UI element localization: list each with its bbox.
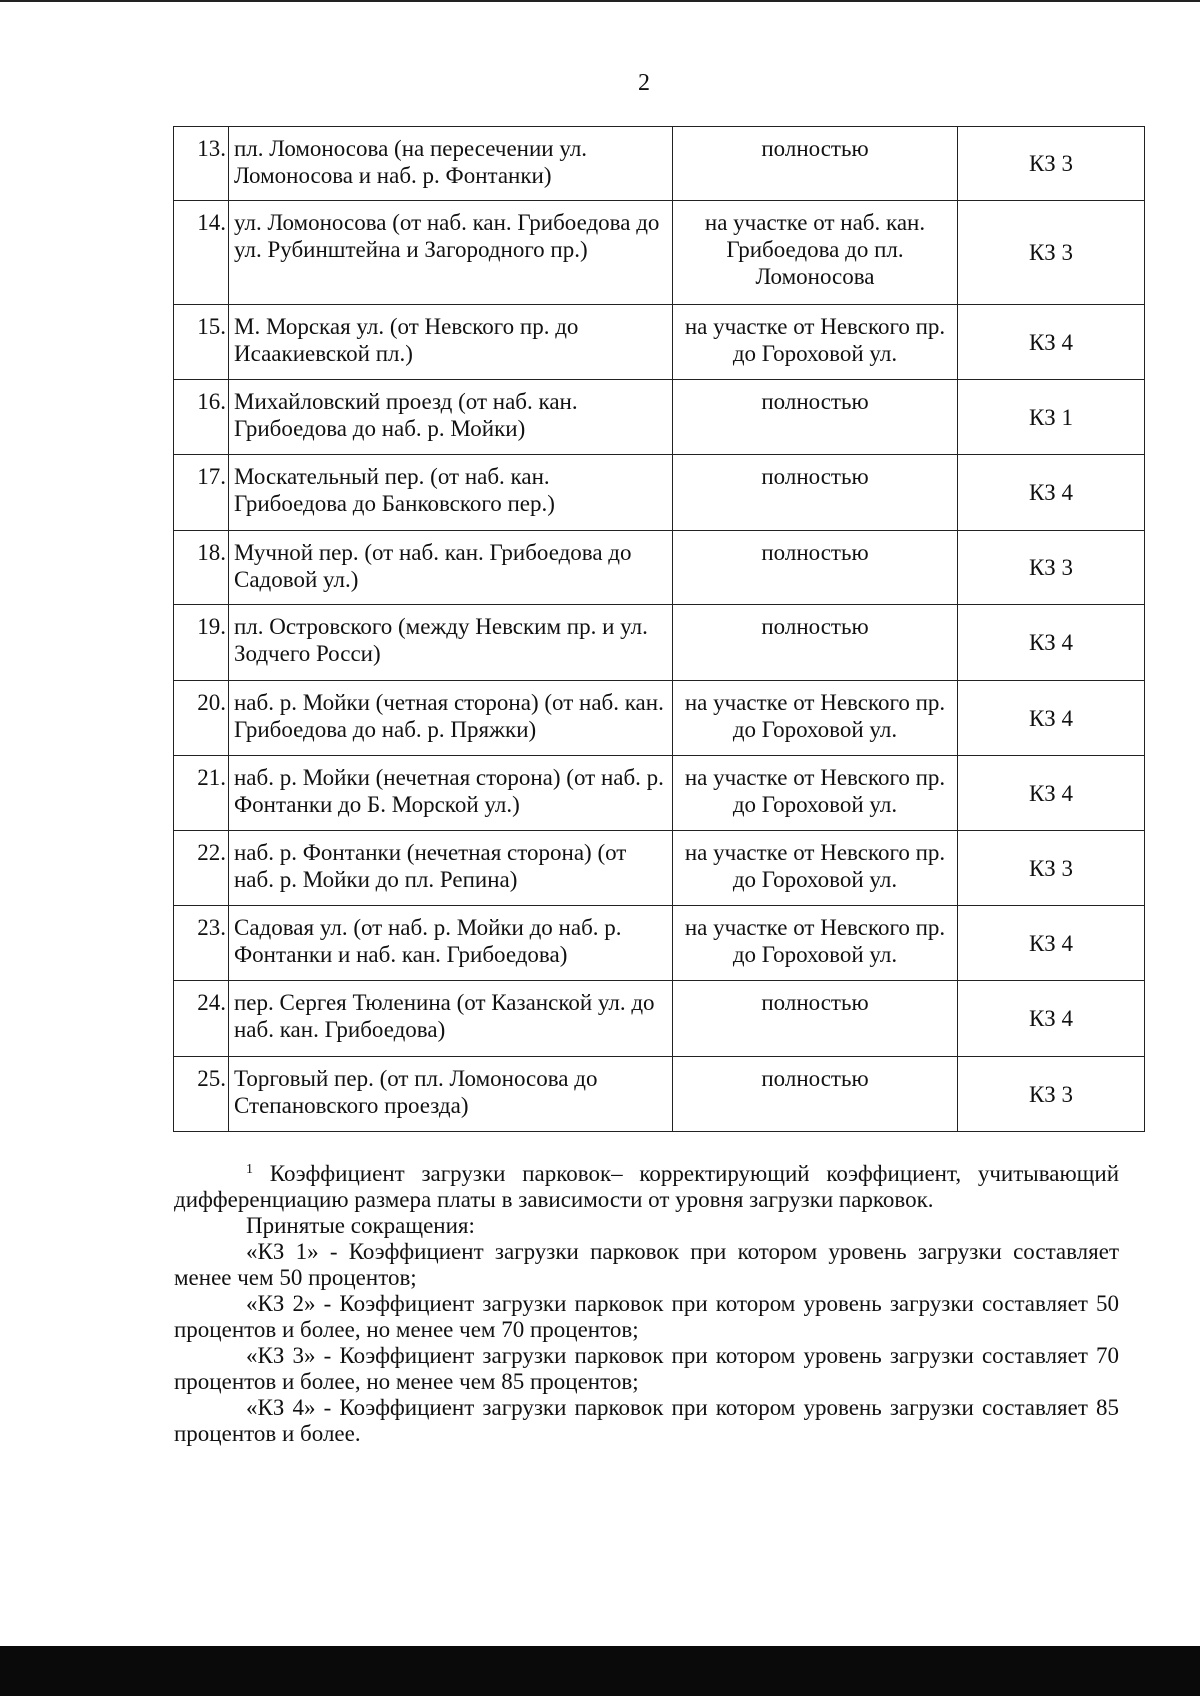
street-section: на участке от Невского пр. до Гороховой ул.	[673, 831, 958, 906]
row-number: 18.	[174, 531, 229, 605]
table-row	[174, 531, 1145, 605]
abbreviations-title: Принятые сокращения:	[246, 1213, 475, 1238]
load-coefficient: КЗ 4	[958, 455, 1145, 531]
street-name: Торговый пер. (от пл. Ломоносова до Степановского проезда)	[229, 1057, 673, 1132]
table-row	[174, 201, 1145, 305]
street-name: М. Морская ул. (от Невского пр. до Исаакиевской пл.)	[229, 305, 673, 380]
street-name: пл. Ломоносова (на пересечении ул. Ломоносова и наб. р. Фонтанки)	[229, 127, 673, 201]
row-number: 15.	[174, 305, 229, 380]
street-name: наб. р. Фонтанки (нечетная сторона) (от наб. р. Мойки до пл. Репина)	[229, 831, 673, 906]
street-name: пл. Островского (между Невским пр. и ул. Зодчего Росси)	[229, 605, 673, 681]
street-section: полностью	[673, 380, 958, 455]
street-name: Мучной пер. (от наб. кан. Грибоедова до Садовой ул.)	[229, 531, 673, 605]
street-section: на участке от Невского пр. до Гороховой ул.	[673, 305, 958, 380]
footnote-definition: $^1$ Коэффициент загрузки парковок– корректирующий коэффициент, учитывающий дифференциацию размера платы в зависимости от уровня загрузки парковок.	[174, 1161, 1120, 1212]
street-section: полностью	[673, 531, 958, 605]
footnotes	[174, 1161, 1119, 1447]
row-number: 22.	[174, 831, 229, 906]
street-name: Садовая ул. (от наб. р. Мойки до наб. р. Фонтанки и наб. кан. Грибоедова)	[229, 906, 673, 981]
load-coefficient: КЗ 3	[958, 1057, 1145, 1132]
table-row	[174, 981, 1145, 1057]
footnote-marker: 1	[246, 1162, 253, 1177]
load-coefficient: КЗ 4	[958, 906, 1145, 981]
row-number: 25.	[174, 1057, 229, 1132]
load-coefficient: КЗ 3	[958, 201, 1145, 305]
row-number: 24.	[174, 981, 229, 1057]
table-row	[174, 681, 1145, 756]
table-row	[174, 831, 1145, 906]
street-section: на участке от Невского пр. до Гороховой ул.	[673, 906, 958, 981]
load-coefficient: КЗ 1	[958, 380, 1145, 455]
row-number: 13.	[174, 127, 229, 201]
abbreviation-kz2: «КЗ 2» - Коэффициент загрузки парковок при котором уровень загрузки составляет 50 процентов и более, но менее чем 70 процентов;	[174, 1291, 1119, 1342]
load-coefficient: КЗ 4	[958, 605, 1145, 681]
street-name: ул. Ломоносова (от наб. кан. Грибоедова до ул. Рубинштейна и Загородного пр.)	[229, 201, 673, 305]
street-name: наб. р. Мойки (нечетная сторона) (от наб. р. Фонтанки до Б. Морской ул.)	[229, 756, 673, 831]
row-number: 21.	[174, 756, 229, 831]
abbreviation-kz3: «КЗ 3» - Коэффициент загрузки парковок при котором уровень загрузки составляет 70 процентов и более, но менее чем 85 процентов;	[174, 1343, 1119, 1394]
street-table	[173, 126, 1145, 1132]
load-coefficient: КЗ 4	[958, 981, 1145, 1057]
top-scan-edge	[0, 0, 1200, 2]
table-row	[174, 605, 1145, 681]
table-row	[174, 127, 1145, 201]
load-coefficient: КЗ 3	[958, 531, 1145, 605]
street-section: полностью	[673, 1057, 958, 1132]
street-section: на участке от Невского пр. до Гороховой ул.	[673, 681, 958, 756]
street-section: полностью	[673, 455, 958, 531]
row-number: 23.	[174, 906, 229, 981]
row-number: 19.	[174, 605, 229, 681]
table-row	[174, 305, 1145, 380]
street-name: наб. р. Мойки (четная сторона) (от наб. кан. Грибоедова до наб. р. Пряжки)	[229, 681, 673, 756]
table-row	[174, 380, 1145, 455]
load-coefficient: КЗ 3	[958, 831, 1145, 906]
row-number: 17.	[174, 455, 229, 531]
table-row	[174, 455, 1145, 531]
abbreviation-kz1: «КЗ 1» - Коэффициент загрузки парковок при котором уровень загрузки составляет менее чем 50 процентов;	[174, 1239, 1119, 1290]
row-number: 14.	[174, 201, 229, 305]
street-name: Москательный пер. (от наб. кан. Грибоедова до Банковского пер.)	[229, 455, 673, 531]
table-row	[174, 1057, 1145, 1132]
street-name: пер. Сергея Тюленина (от Казанской ул. до наб. кан. Грибоедова)	[229, 981, 673, 1057]
row-number: 16.	[174, 380, 229, 455]
page-number: 2	[638, 70, 650, 96]
table-row	[174, 906, 1145, 981]
bottom-scan-bar	[0, 1646, 1200, 1696]
load-coefficient: КЗ 4	[958, 681, 1145, 756]
street-section: на участке от Невского пр. до Гороховой ул.	[673, 756, 958, 831]
street-section: полностью	[673, 127, 958, 201]
row-number: 20.	[174, 681, 229, 756]
street-name: Михайловский проезд (от наб. кан. Грибоедова до наб. р. Мойки)	[229, 380, 673, 455]
street-section: на участке от наб. кан. Грибоедова до пл. Ломоносова	[673, 201, 958, 305]
table-row	[174, 756, 1145, 831]
street-section: полностью	[673, 981, 958, 1057]
street-section: полностью	[673, 605, 958, 681]
load-coefficient: КЗ 4	[958, 305, 1145, 380]
abbreviation-kz4: «КЗ 4» - Коэффициент загрузки парковок при котором уровень загрузки составляет 85 процентов и более.	[174, 1395, 1119, 1446]
load-coefficient: КЗ 3	[958, 127, 1145, 201]
load-coefficient: КЗ 4	[958, 756, 1145, 831]
